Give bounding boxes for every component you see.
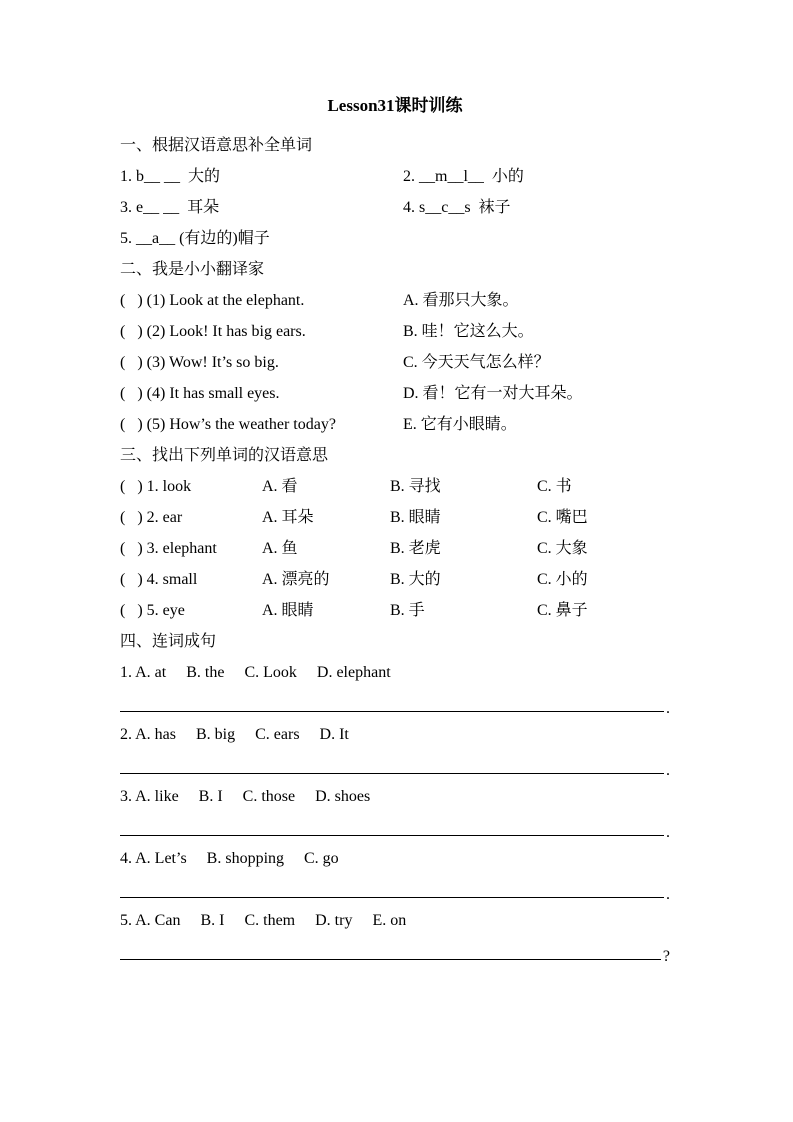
translation-option: E. 它有小眼睛。 — [403, 416, 517, 433]
word-completion-item: 1. b__ __ 大的 — [120, 168, 221, 185]
word-completion-item: 2. __m__l__ 小的 — [403, 168, 524, 185]
sentence-words: 3. A. like B. I C. those D. shoes — [120, 788, 371, 805]
translation-sentence: ( ) (4) It has small eyes. — [120, 385, 280, 402]
sentence-words: 4. A. Let’s B. shopping C. go — [120, 850, 339, 867]
page-title: Lesson31课时训练 — [327, 96, 463, 115]
choice-option-c: C. 嘴巴 — [537, 509, 588, 526]
choice-question: ( ) 4. small — [120, 571, 198, 588]
choice-question: ( ) 2. ear — [120, 509, 183, 526]
section-translation-matching — [120, 254, 670, 440]
choice-row — [120, 533, 670, 564]
translation-sentence: ( ) (1) Look at the elephant. — [120, 292, 305, 309]
word-completion-item — [403, 223, 670, 254]
answer-line — [120, 936, 670, 967]
choice-option-b: B. 寻找 — [390, 478, 441, 495]
word-completion-row — [120, 192, 670, 223]
choice-option-a: A. 鱼 — [262, 540, 298, 557]
sentence-item — [120, 843, 670, 905]
section-3-heading: 三、找出下列单词的汉语意思 — [120, 447, 329, 464]
choice-option-c: C. 大象 — [537, 540, 588, 557]
translation-row — [120, 409, 670, 440]
choice-option-a: A. 漂亮的 — [262, 571, 330, 588]
word-completion-item: 4. s__c__s 袜子 — [403, 199, 511, 216]
choice-option-b: B. 老虎 — [390, 540, 441, 557]
answer-end-punct: . — [666, 762, 670, 779]
sentence-item — [120, 905, 670, 967]
answer-end-punct: . — [666, 824, 670, 841]
section-word-meaning — [120, 440, 670, 626]
answer-line — [120, 750, 670, 781]
choice-option-c: C. 小的 — [537, 571, 588, 588]
translation-sentence: ( ) (2) Look! It has big ears. — [120, 323, 306, 340]
answer-line — [120, 874, 670, 905]
word-completion-item: 3. e__ __ 耳朵 — [120, 199, 220, 216]
section-1-heading: 一、根据汉语意思补全单词 — [120, 137, 313, 154]
translation-option: A. 看那只大象。 — [403, 292, 519, 309]
answer-line — [120, 812, 670, 843]
translation-sentence: ( ) (5) How’s the weather today? — [120, 416, 336, 433]
choice-row — [120, 502, 670, 533]
choice-option-a: A. 看 — [262, 478, 298, 495]
choice-question: ( ) 3. elephant — [120, 540, 217, 557]
answer-blank-line — [120, 812, 664, 836]
sentence-item — [120, 657, 670, 719]
sentence-words: 5. A. Can B. I C. them D. try E. on — [120, 912, 407, 929]
translation-option: D. 看！它有一对大耳朵。 — [403, 385, 583, 402]
answer-end-punct: . — [666, 700, 670, 717]
choice-row — [120, 564, 670, 595]
choice-option-c: C. 鼻子 — [537, 602, 588, 619]
choice-option-b: B. 手 — [390, 602, 425, 619]
section-4-heading: 四、连词成句 — [120, 633, 217, 650]
choice-row — [120, 471, 670, 502]
translation-row — [120, 316, 670, 347]
choice-option-a: A. 耳朵 — [262, 509, 314, 526]
answer-end-punct: ? — [662, 948, 670, 965]
translation-row — [120, 378, 670, 409]
choice-option-b: B. 大的 — [390, 571, 441, 588]
choice-option-c: C. 书 — [537, 478, 572, 495]
choice-option-b: B. 眼睛 — [390, 509, 441, 526]
choice-row — [120, 595, 670, 626]
translation-option: C. 今天天气怎么样？ — [403, 354, 550, 371]
choice-question: ( ) 1. look — [120, 478, 192, 495]
answer-blank-line — [120, 936, 661, 960]
translation-row — [120, 285, 670, 316]
translation-sentence: ( ) (3) Wow! It’s so big. — [120, 354, 279, 371]
sentence-item — [120, 719, 670, 781]
answer-end-punct: . — [666, 886, 670, 903]
word-completion-row — [120, 161, 670, 192]
sentence-words: 2. A. has B. big C. ears D. It — [120, 726, 349, 743]
sentence-item — [120, 781, 670, 843]
answer-blank-line — [120, 750, 664, 774]
section-sentence-building — [120, 626, 670, 967]
section-word-completion — [120, 130, 670, 254]
choice-question: ( ) 5. eye — [120, 602, 185, 619]
answer-blank-line — [120, 688, 664, 712]
translation-option: B. 哇！它这么大。 — [403, 323, 534, 340]
answer-blank-line — [120, 874, 664, 898]
sentence-words: 1. A. at B. the C. Look D. elephant — [120, 664, 391, 681]
word-completion-row — [120, 223, 670, 254]
section-2-heading: 二、我是小小翻译家 — [120, 261, 265, 278]
translation-row — [120, 347, 670, 378]
word-completion-item: 5. __a__ (有边的)帽子 — [120, 230, 270, 247]
choice-option-a: A. 眼睛 — [262, 602, 314, 619]
answer-line — [120, 688, 670, 719]
